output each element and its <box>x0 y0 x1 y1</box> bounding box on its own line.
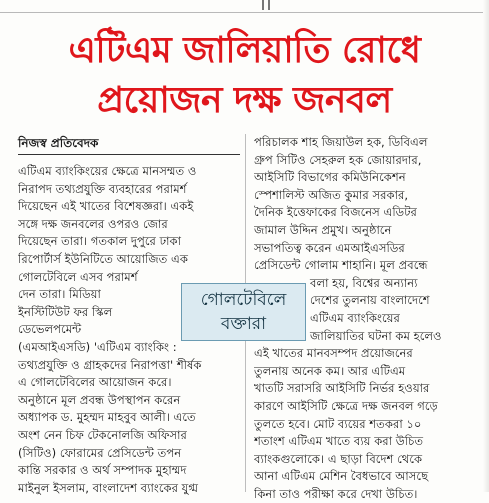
headline-line-2: প্রয়োজন দক্ষ জনবল <box>97 80 392 121</box>
text-line: (এমআইএসডি) 'এটিএম ব্যাংকিং : <box>18 339 177 354</box>
text-line: দৈনিক ইত্তেফাকের বিজনেস এডিটর <box>254 205 417 220</box>
text-line: এই খাতের মানবসম্পদ প্রয়োজনের <box>254 346 413 361</box>
page-top-strip <box>0 0 489 13</box>
pull-quote-line-1: গোলটেবিলে <box>200 290 287 310</box>
text-line: এটিএম ব্যাংকিংয়ের ক্ষেত্রে মানসম্মত ও <box>18 164 197 178</box>
text-line: আনা এটিএম মেশিন বৈধভাবে আসছে <box>254 469 429 484</box>
text-line: জালিয়াতির ঘটনা কম হলেও <box>310 328 442 343</box>
text-line: সঙ্গে দক্ষ জনবলের ওপরও জোর <box>18 216 168 231</box>
text-line: দেন তারা। মিডিয়া <box>18 287 101 302</box>
text-line: ডেভেলপমেন্ট <box>18 322 82 337</box>
fold-mark <box>268 0 270 10</box>
text-line: মাইনুল ইসলাম, বাংলাদেশ ব্যাংকের যুগ্ম <box>18 480 198 495</box>
text-line: শতাংশ এটিএম খাতে ব্যয় করা উচিত <box>254 434 424 449</box>
text-line: কান্তি সরকার ও অর্থ সম্পাদক মুহাম্মদ <box>18 463 187 478</box>
text-line: এ গোলটেবিলের আয়োজন করে। <box>18 375 172 390</box>
text-line: দিয়েছেন এই খাতের বিশেষজ্ঞরা। একই <box>18 199 194 214</box>
text-line: তথ্যপ্রযুক্তি ও গ্রাহকদের নিরাপত্তা' শীর্ষক <box>18 357 202 372</box>
text-line: এটিএম ব্যাংকিংয়ের <box>310 310 400 325</box>
text-line: ইনস্টিটিউট ফর স্কিল <box>18 304 113 319</box>
text-line: বলা হয়, বিশ্বের অন্যান্য <box>310 275 418 290</box>
headline-line-1: এটিএম জালিয়াতি রোধে <box>68 30 421 71</box>
text-line: কিনা তাও পরীক্ষা করে দেখা উচিত। <box>254 486 418 501</box>
text-line: তুলনায় অনেক কম। আর এটিএম <box>254 363 406 378</box>
text-line: গ্রুপ সিটিও সেহরুল হক জোয়ারদার, <box>254 152 422 167</box>
text-line: আইসিটি বিভাগের কমিউনিকেশন <box>254 170 406 185</box>
text-line: অধ্যাপক ড. মুহম্মদ মাহবুব আলী। এতে <box>18 410 196 425</box>
text-line: জামাল উদ্দিন প্রমুখ। অনুষ্ঠানে <box>254 222 392 237</box>
text-line: কারণে আইসিটি ক্ষেত্রে দক্ষ জনবল গড়ে <box>254 398 438 413</box>
text-line: রিপোর্টার্স ইউনিটিতে আয়োজিত এক <box>18 251 188 266</box>
text-line: অনুষ্ঠানে মূল প্রবন্ধ উপস্থাপন করেন <box>18 392 181 407</box>
pull-quote-line-2: বক্তারা <box>220 314 267 334</box>
text-line: গোলটেবিলে এসব পরামর্শ <box>18 269 138 284</box>
byline: নিজস্ব প্রতিবেদক <box>18 134 240 155</box>
text-line: অংশ নেন চিফ টেকনোলজি অফিসার <box>18 427 187 442</box>
text-line: (সিটিও) ফোরামের প্রেসিডেন্ট তপন <box>18 445 182 460</box>
text-line: দিয়েছেন তারা। গতকাল দুপুরে ঢাকা <box>18 234 181 249</box>
text-line: স্পেশালিস্ট অজিত কুমার সরকার, <box>254 187 409 202</box>
text-line: ব্যাংকগুলোকে। এ ছাড়া বিদেশ থেকে <box>254 451 423 466</box>
fold-mark <box>262 0 264 10</box>
text-line: দেশের তুলনায় বাংলাদেশে <box>310 293 430 308</box>
text-line: সভাপতিত্ব করেন এমআইএসডির <box>254 240 405 255</box>
text-line: প্রেসিডেন্ট গোলাম শাহানি। মূল প্রবন্ধে <box>254 258 428 273</box>
text-line: পরিচালক শাহ জিয়াউল হক, ডিবিএল <box>254 135 428 149</box>
text-line: খাতটি সরাসরি আইসিটি নির্ভর হওয়ার <box>254 381 430 396</box>
text-line: নিরাপদ তথ্যপ্রযুক্তি ব্যবহারের পরামর্শ <box>18 181 187 196</box>
pull-quote-box <box>181 283 306 341</box>
page-edge-shadow <box>483 0 489 492</box>
text-line: তুলতে হবে। মোট ব্যয়ের শতকরা ১০ <box>254 416 422 431</box>
article-headline <box>0 26 489 126</box>
